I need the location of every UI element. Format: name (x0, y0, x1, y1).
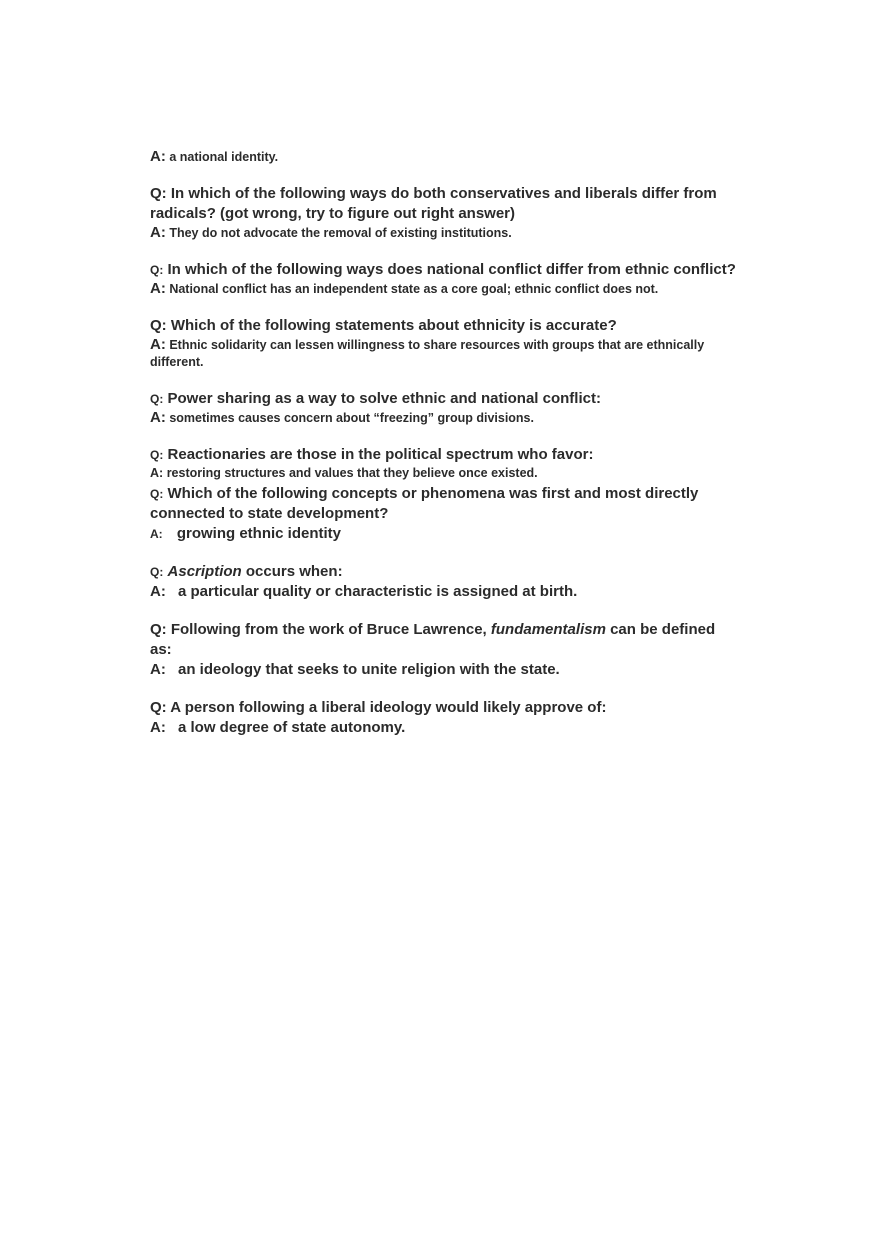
answer-label: A: (150, 280, 166, 297)
question-2 (150, 260, 740, 280)
answer-text: They do not advocate the removal of existing institutions. (169, 226, 512, 240)
answer-6 (150, 524, 740, 544)
answer-3 (150, 336, 740, 371)
answer-4 (150, 409, 740, 427)
question-9 (150, 698, 740, 718)
question-7 (150, 562, 740, 582)
question-6 (150, 484, 740, 524)
answer-text: a low degree of state autonomy. (178, 719, 406, 736)
question-italic-term: Ascription (167, 563, 242, 580)
question-1 (150, 184, 740, 224)
question-text: Which of the following concepts or phenomena was first and most directly connected to state development? (150, 485, 699, 522)
question-5 (150, 445, 740, 465)
answer-label: A: (150, 661, 166, 678)
question-text: Which of the following statements about ethnicity is accurate? (170, 317, 617, 334)
answer-text: a national identity. (169, 150, 279, 164)
answer-text: a particular quality or characteristic is assigned at birth. (178, 583, 578, 600)
question-text-before: Following from the work of Bruce Lawrence, (170, 621, 491, 638)
question-text-after: can be defined as: (150, 621, 716, 658)
answer-label: A: (150, 148, 166, 165)
question-label: Q: (150, 392, 164, 406)
answer-0 (150, 148, 740, 166)
answer-label: A: (150, 466, 164, 480)
answer-label: A: (150, 224, 166, 241)
question-label: Q: (150, 565, 164, 579)
qa-list (150, 148, 740, 738)
answer-7 (150, 582, 740, 602)
question-text: A person following a liberal ideology would likely approve of: (170, 699, 607, 716)
answer-label: A: (150, 583, 166, 600)
answer-5 (150, 465, 740, 482)
answer-label: A: (150, 719, 166, 736)
question-text: Reactionaries are those in the political spectrum who favor: (167, 446, 594, 463)
question-text: In which of the following ways does national conflict differ from ethnic conflict? (167, 261, 736, 278)
question-text: occurs when: (241, 563, 343, 580)
answer-text: an ideology that seeks to unite religion with the state. (178, 661, 560, 678)
answer-text: growing ethnic identity (176, 525, 342, 542)
question-4 (150, 389, 740, 409)
answer-text: Ethnic solidarity can lessen willingness to share resources with groups that are ethnically different. (150, 338, 705, 369)
answer-text: restoring structures and values that they believe once existed. (166, 466, 538, 480)
question-8 (150, 620, 740, 660)
question-italic-term: fundamentalism (490, 621, 606, 638)
question-label: Q: (150, 263, 164, 277)
answer-label: A: (150, 409, 166, 426)
question-label: Q: (150, 317, 167, 334)
answer-8 (150, 660, 740, 680)
question-3 (150, 316, 740, 336)
answer-9 (150, 718, 740, 738)
question-text: In which of the following ways do both conservatives and liberals differ from radicals? (got wrong, try to figure out right answer) (150, 185, 717, 222)
question-label: Q: (150, 487, 164, 501)
answer-label: A: (150, 336, 166, 353)
answer-text: National conflict has an independent state as a core goal; ethnic conflict does not. (169, 282, 659, 296)
question-label: Q: (150, 448, 164, 462)
question-text: Power sharing as a way to solve ethnic and national conflict: (167, 390, 601, 407)
question-label: Q: (150, 621, 167, 638)
answer-1 (150, 224, 740, 242)
question-label: Q: (150, 699, 167, 716)
answer-text: sometimes causes concern about “freezing” group divisions. (169, 411, 534, 425)
question-label: Q: (150, 185, 167, 202)
answer-label: A: (150, 527, 163, 541)
answer-2 (150, 280, 740, 298)
